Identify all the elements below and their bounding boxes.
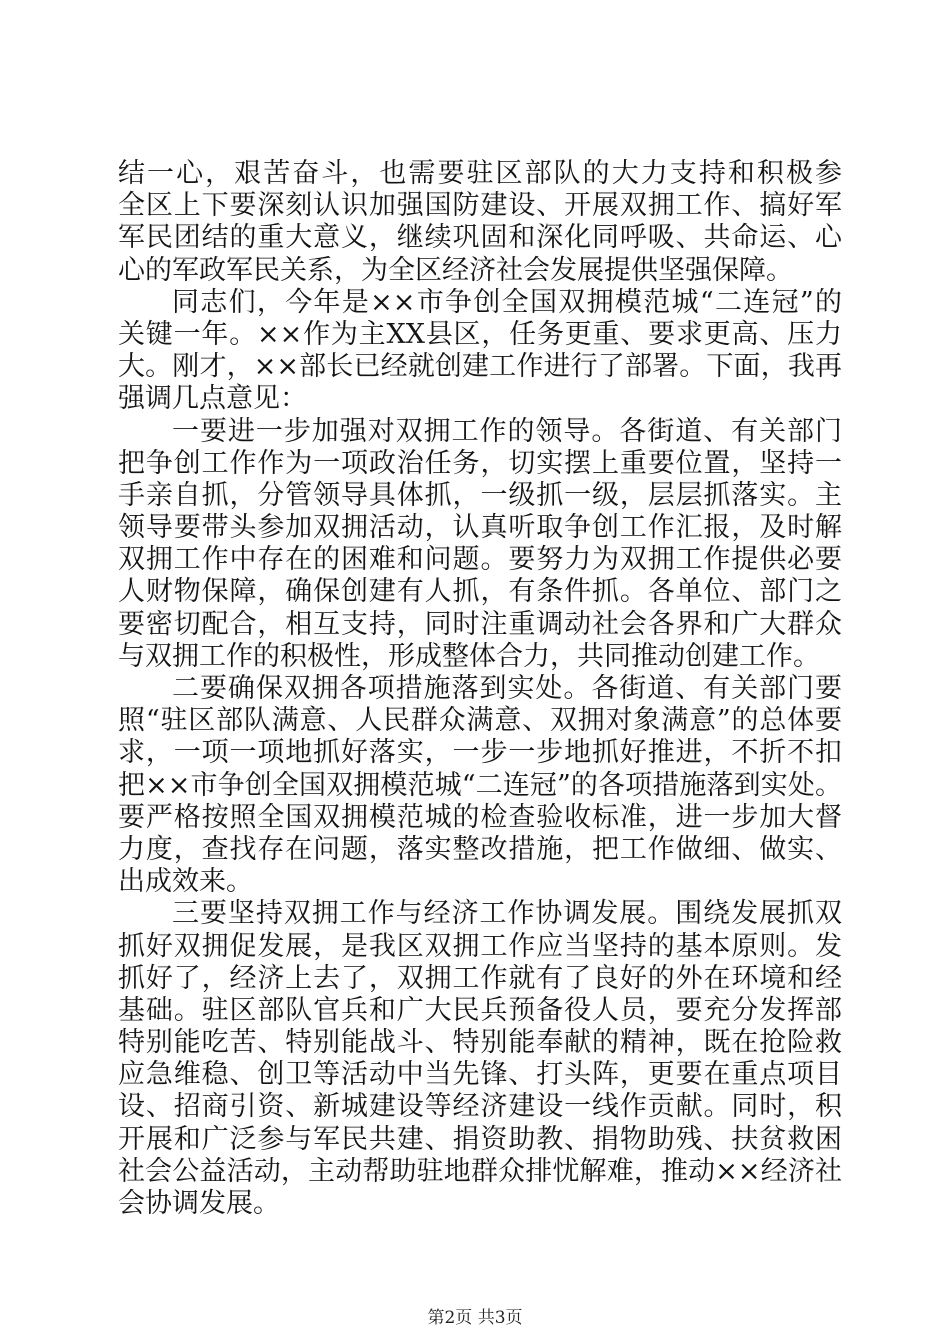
text-line: 力度，查找存在问题，落实整改措施，把工作做细、做实、 (118, 833, 842, 865)
text-line: 求，一项一项地抓好落实，一步一步地抓好推进，不折不扣 (118, 737, 842, 769)
text-line: 设、招商引资、新城建设等经济建设一线作贡献。同时，积 (118, 1091, 842, 1123)
paragraph-first-line: 一要进一步加强对双拥工作的领导。各街道、有关部门 (172, 415, 842, 447)
text-line: 抓好了，经济上去了，双拥工作就有了良好的外在环境和经 (118, 962, 842, 994)
paragraph-first-line: 三要坚持双拥工作与经济工作协调发展。围绕发展抓双 (172, 898, 842, 930)
text-line: 关键一年。××作为主XX县区，任务更重、要求更高、压力 (118, 318, 842, 350)
text-line: 应急维稳、创卫等活动中当先锋、打头阵，更要在重点项目 (118, 1059, 842, 1091)
paragraph-first-line: 同志们，今年是××市争创全国双拥模范城“二连冠”的 (172, 286, 842, 318)
paragraph-first-line: 二要确保双拥各项措施落到实处。各街道、有关部门要 (172, 673, 842, 704)
text-line: 结一心，艰苦奋斗，也需要驻区部队的大力支持和积极参 (118, 158, 842, 189)
text-line: 开展和广泛参与军民共建、捐资助教、捐物助残、扶贫救困 (118, 1123, 842, 1155)
text-line: 抓好双拥促发展，是我区双拥工作应当坚持的基本原则。发 (118, 930, 842, 962)
text-line: 会协调发展。 (118, 1188, 280, 1219)
page-footer: 第2页 共3页 (427, 1308, 523, 1328)
text-line: 社会公益活动，主动帮助驻地群众排忧解难，推动××经济社 (118, 1155, 842, 1187)
text-line: 强调几点意见： (118, 383, 307, 415)
document-body (118, 158, 842, 1220)
text-line: 心的军政军民关系，为全区经济社会发展提供坚强保障。 (118, 254, 793, 286)
text-line: 特别能吃苦、特别能战斗、特别能奉献的精神，既在抢险救 (118, 1027, 842, 1059)
text-line: 把××市争创全国双拥模范城“二连冠”的各项措施落到实处。 (118, 769, 842, 801)
text-line: 照“驻区部队满意、人民群众满意、双拥对象满意”的总体要 (118, 705, 842, 737)
text-line: 人财物保障，确保创建有人抓，有条件抓。各单位、部门之 (118, 576, 842, 608)
text-line: 大。刚才，××部长已经就创建工作进行了部署。下面，我再 (118, 351, 842, 383)
text-line: 全区上下要深刻认识加强国防建设、开展双拥工作、搞好军 (118, 190, 842, 222)
text-line: 要密切配合，相互支持，同时注重调动社会各界和广大群众 (118, 608, 842, 640)
text-line: 基础。驻区部队官兵和广大民兵预备役人员，要充分发挥部 (118, 994, 842, 1026)
text-line: 出成效来。 (118, 866, 253, 898)
text-line: 把争创工作作为一项政治任务，切实摆上重要位置，坚持一 (118, 447, 842, 479)
text-line: 双拥工作中存在的困难和问题。要努力为双拥工作提供必要 (118, 544, 842, 576)
text-line: 手亲自抓，分管领导具体抓，一级抓一级，层层抓落实。主 (118, 479, 842, 511)
text-line: 要严格按照全国双拥模范城的检查验收标准，进一步加大督 (118, 801, 842, 833)
text-line: 领导要带头参加双拥活动，认真听取争创工作汇报，及时解 (118, 512, 842, 544)
text-line: 军民团结的重大意义，继续巩固和深化同呼吸、共命运、心 (118, 222, 842, 254)
text-line: 与双拥工作的积极性，形成整体合力，共同推动创建工作。 (118, 640, 820, 672)
